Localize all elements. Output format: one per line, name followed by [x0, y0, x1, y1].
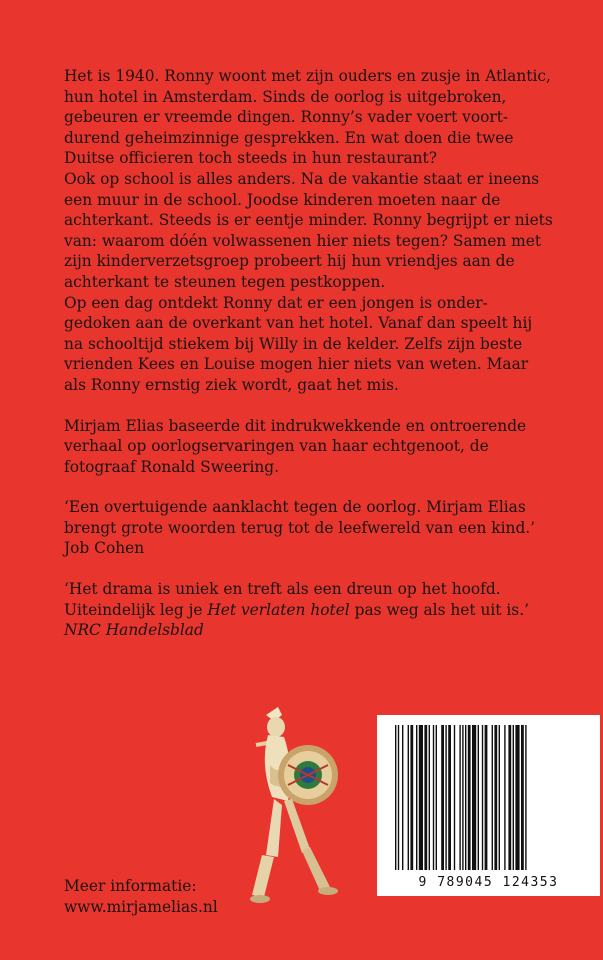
summary-line: Duitse officieren toch steeds in hun restaurant? [64, 149, 437, 168]
summary-line: als Ronny ernstig ziek wordt, gaat het mis. [64, 375, 399, 394]
barcode-bar [436, 725, 437, 870]
barcode-bar [462, 725, 463, 870]
isbn-barcode [377, 715, 600, 896]
website-url[interactable]: www.mirjamelias.nl [64, 897, 218, 916]
summary-line: Ook op school is alles anders. Na de vakantie staat er ineens [64, 169, 540, 188]
quote-source: NRC Handelsblad [64, 621, 204, 640]
barcode-bar [513, 725, 514, 870]
author-note-line: Mirjam Elias baseerde dit indrukwekkende en ontroerende [64, 416, 527, 435]
summary-line: zijn kinderverzetsgroep probeert hij hun vriendjes aan de [64, 252, 515, 271]
barcode-bar [521, 725, 524, 870]
quote-text: pas weg als het uit is.’ [349, 600, 529, 619]
barcode-bar [468, 725, 471, 870]
summary-line: vrienden Kees en Louise mogen hier niets van weten. Maar [64, 355, 529, 374]
quote-text: Uiteindelijk leg je [64, 600, 208, 619]
more-info [64, 876, 218, 917]
barcode-bar [410, 725, 413, 870]
barcode-bar [504, 725, 505, 870]
summary-line: van: waarom dóén volwassenen hier niets tegen? Samen met [64, 231, 542, 250]
summary-line: hun hotel in Amsterdam. Sinds de oorlog is uitgebroken, [64, 87, 507, 106]
barcode-bar [492, 725, 493, 870]
summary-line: achterkant te steunen tegen pestkoppen. [64, 272, 386, 291]
more-info-label: Meer informatie: [64, 877, 197, 895]
barcode-bar [448, 725, 451, 870]
quote-line: ‘Het drama is uniek en treft als een dreun op het hoofd. [64, 580, 501, 599]
barcode-bar [408, 725, 409, 870]
barcode-bar [395, 725, 396, 870]
summary-line: na schooltijd stiekem bij Willy in de kelder. Zelfs zijn beste [64, 334, 523, 353]
quote-source: Job Cohen [64, 539, 145, 558]
barcode-bar [419, 725, 423, 870]
barcode-bar [429, 725, 430, 870]
barcode-bar [465, 725, 466, 870]
barcode-bar [478, 725, 479, 870]
barcode-bar [445, 725, 446, 870]
barcode-bar [398, 725, 399, 870]
summary-line: Het is 1940. Ronny woont met zijn ouders en zusje in Atlantic, [64, 67, 551, 85]
quote-line [64, 600, 584, 621]
toy-soldier-figure-image [248, 705, 348, 910]
quote-line: brengt grote woorden terug tot de leefwereld van een kind.’ [64, 518, 536, 537]
barcode-bar [454, 725, 455, 870]
summary-line: achterkant. Steeds is er eentje minder. Ronny begrijpt er niets [64, 211, 553, 230]
barcode-bar [525, 725, 526, 870]
barcode-bar [402, 725, 403, 870]
barcode-bar [472, 725, 476, 870]
author-note-line: verhaal op oorlogservaringen van haar echtgenoot, de [64, 437, 489, 456]
book-title: Het verlaten hotel [207, 600, 350, 619]
author-note-line: fotograaf Ronald Sweering. [64, 457, 280, 476]
barcode-bar [424, 725, 427, 870]
barcode-bar [433, 725, 434, 870]
barcode-bar [485, 725, 488, 870]
barcode-bar [482, 725, 483, 870]
barcode-bar [441, 725, 444, 870]
barcode-bar [459, 725, 460, 870]
barcode-bar [499, 725, 500, 870]
summary-line: durend geheimzinnige gesprekken. En wat doen die twee [64, 128, 514, 147]
barcode-bar [494, 725, 497, 870]
barcode-bar [416, 725, 417, 870]
summary-line: gebeuren er vreemde dingen. Ronny’s vader voert voort- [64, 108, 509, 127]
summary-line: een muur in de school. Joodse kinderen moeten naar de [64, 190, 501, 209]
isbn-digits: 9 789045 124353 [418, 875, 559, 890]
summary-line: gedoken aan de overkant van het hotel. Vanaf dan speelt hij [64, 314, 533, 333]
summary-line: Op een dag ontdekt Ronny dat er een jongen is onder- [64, 293, 488, 312]
quote-line: ‘Een overtuigende aanklacht tegen de oorlog. Mirjam Elias [64, 498, 526, 517]
back-cover-text [64, 66, 584, 641]
barcode-bar [508, 725, 511, 870]
barcode-bar [515, 725, 519, 870]
